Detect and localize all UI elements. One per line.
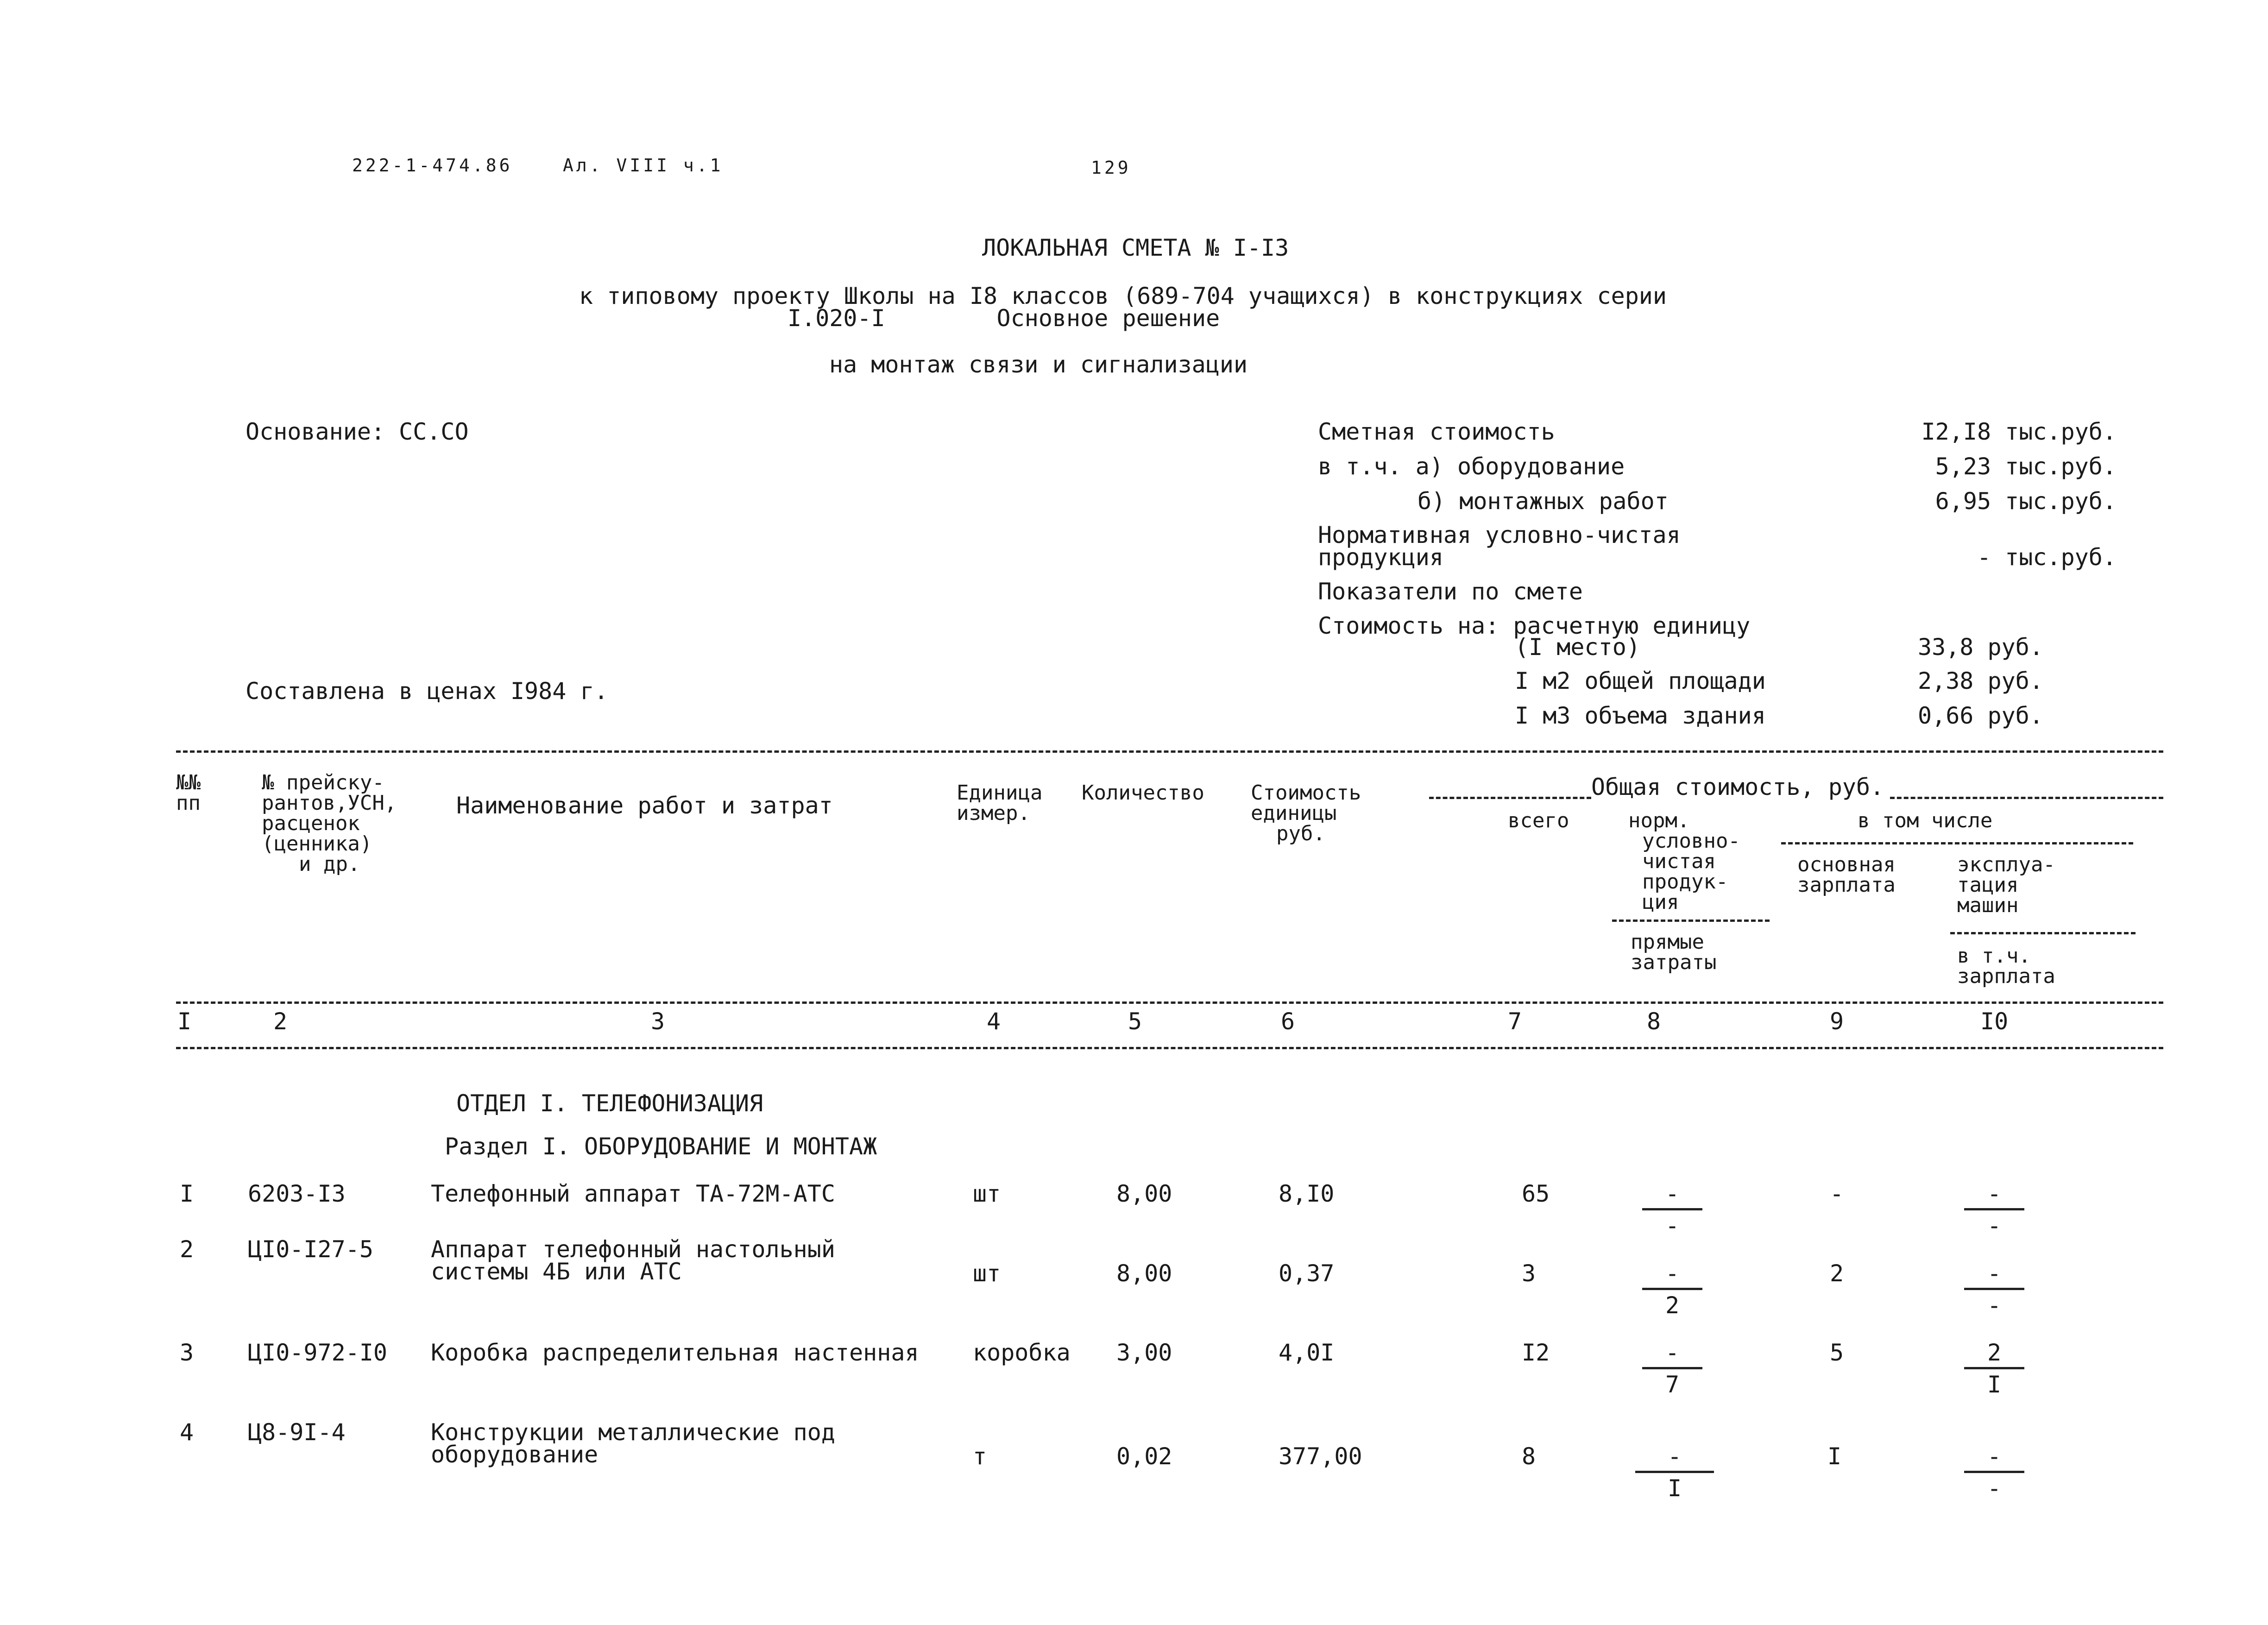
row-number: 4 (180, 1419, 194, 1446)
document-title: ЛОКАЛЬНАЯ СМЕТА № I-I3 (982, 234, 1289, 261)
total-group-rule-left (1429, 797, 1591, 799)
album-reference: Ал. VIII ч.1 (563, 155, 724, 176)
row-name: Телефонный аппарат ТА-72М-АТС (431, 1180, 835, 1207)
total-cost-group-header: Общая стоимость, руб. (1591, 774, 1884, 800)
c10-split-rule (1950, 932, 2136, 934)
row-number: I (180, 1180, 194, 1207)
col-number: I0 (1980, 1008, 2009, 1035)
row-code: ЦI0-972-I0 (248, 1339, 388, 1366)
row-number: 2 (180, 1236, 194, 1263)
row-name: Аппарат телефонный настольный (431, 1236, 835, 1263)
col-2-header: № прейску- рантов,УСН, расценок (ценника) и др. (262, 771, 397, 876)
summary-cost-value: I2,I8 тыс.руб. (1921, 418, 2117, 445)
col-5-header: Количество (1082, 781, 1204, 805)
col-number: 3 (651, 1008, 665, 1035)
summary-equipment-value: 5,23 тыс.руб. (1935, 453, 2117, 480)
row-unit: т (973, 1443, 987, 1470)
summary-equipment-label: в т.ч. а) оборудование (1318, 453, 1625, 480)
row-quantity: 3,00 (1116, 1339, 1172, 1366)
row-quantity: 0,02 (1116, 1443, 1172, 1470)
col-number: 9 (1830, 1008, 1844, 1035)
row-unit-price: 4,0I (1279, 1339, 1335, 1366)
summary-volume-value: 0,66 руб. (1918, 702, 2043, 729)
summary-norm-label: Нормативная условно-чистая (1318, 522, 1681, 548)
row-wages: - (1830, 1180, 1844, 1207)
row-total: 65 (1522, 1180, 1550, 1207)
col-3-header: Наименование работ и затрат (456, 792, 833, 819)
summary-unit-label-2: (I место) (1515, 634, 1640, 661)
summary-unit-value: 33,8 руб. (1918, 634, 2043, 661)
section-heading: Раздел I. ОБОРУДОВАНИЕ И МОНТАЖ (445, 1133, 877, 1160)
row-wages: I (1827, 1443, 1842, 1470)
row-code: Ц8-9I-4 (248, 1419, 346, 1446)
summary-norm-label-2: продукция (1318, 544, 1443, 571)
col-number: 4 (987, 1008, 1001, 1035)
table-top-rule (176, 750, 2163, 753)
summary-installation-value: 6,95 тыс.руб. (1935, 488, 2117, 515)
summary-volume-label: I м3 объема здания (1515, 702, 1766, 729)
row-norm-direct: - - (1642, 1181, 1702, 1238)
page-number: 129 (1091, 157, 1131, 178)
column-numbers-rule (176, 1047, 2163, 1049)
col-10-header: эксплуа- тация машин (1957, 853, 2055, 917)
summary-area-value: 2,38 руб. (1918, 668, 2043, 694)
row-unit-price: 377,00 (1279, 1443, 1362, 1470)
col-number: I (177, 1008, 192, 1035)
row-name-cont: оборудование (431, 1441, 598, 1468)
col-8-sub-header: прямые затраты (1631, 930, 1717, 974)
row-unit: шт (973, 1180, 1001, 1207)
col-4-header: Единица измер. (957, 781, 1043, 825)
row-wages: 2 (1830, 1260, 1844, 1287)
col-number: 5 (1128, 1008, 1142, 1035)
row-number: 3 (180, 1339, 194, 1366)
row-unit: коробка (973, 1339, 1071, 1366)
summary-area-label: I м2 общей площади (1515, 668, 1766, 694)
row-machines: 2 I (1964, 1340, 2024, 1397)
prices-year: Составлена в ценах I984 г. (246, 678, 608, 705)
c8-split-rule (1612, 920, 1770, 922)
total-group-rule-right (1890, 797, 2163, 799)
row-unit: шт (973, 1260, 1001, 1287)
row-code: 6203-I3 (248, 1180, 346, 1207)
row-total: I2 (1522, 1339, 1550, 1366)
including-header: в том числе (1858, 809, 1993, 832)
col-number: 2 (273, 1008, 288, 1035)
summary-unit-label: Стоимость на: расчетную единицу (1318, 612, 1751, 639)
row-unit-price: 8,I0 (1279, 1180, 1335, 1207)
col-6-header: Стоимость единицы руб. (1251, 781, 1361, 845)
row-name: Коробка распределительная настенная (431, 1339, 919, 1366)
row-total: 8 (1522, 1443, 1536, 1470)
row-total: 3 (1522, 1260, 1536, 1287)
project-description: к типовому проекту Школы на I8 классов (689-704 учащихся) в конструкциях серии (579, 283, 1667, 309)
row-machines: - - (1964, 1261, 2024, 1318)
department-heading: ОТДЕЛ I. ТЕЛЕФОНИЗАЦИЯ (456, 1090, 763, 1117)
row-quantity: 8,00 (1116, 1180, 1172, 1207)
incl-rule (1781, 842, 2133, 844)
row-name-cont: системы 4Б или АТС (431, 1258, 682, 1285)
col-10-sub-header: в т.ч. зарплата (1957, 944, 2055, 988)
col-number: 7 (1508, 1008, 1522, 1035)
summary-norm-value: - тыс.руб. (1977, 544, 2117, 571)
row-quantity: 8,00 (1116, 1260, 1172, 1287)
work-scope: на монтаж связи и сигнализации (829, 351, 1248, 378)
summary-indicators-label: Показатели по смете (1318, 578, 1583, 605)
col-7-header: всего (1508, 809, 1569, 832)
summary-cost-label: Сметная стоимость (1318, 418, 1555, 445)
project-series: I.020-I Основное решение (788, 305, 1220, 332)
row-norm-direct: - 7 (1642, 1340, 1702, 1397)
col-number: 8 (1647, 1008, 1661, 1035)
col-9-header: основная зарплата (1797, 853, 1896, 897)
col-1-header: №№ пп (176, 771, 201, 815)
document-code: 222-1-474.86 (352, 155, 513, 176)
row-unit-price: 0,37 (1279, 1260, 1335, 1287)
row-machines: - - (1964, 1181, 2024, 1238)
row-name: Конструкции металлические под (431, 1419, 835, 1446)
basis-text: Основание: СС.СО (246, 418, 469, 445)
row-machines: - - (1964, 1444, 2024, 1501)
row-norm-direct: - I (1635, 1444, 1714, 1501)
summary-installation-label: б) монтажных работ (1418, 488, 1669, 515)
row-wages: 5 (1830, 1339, 1844, 1366)
row-norm-direct: - 2 (1642, 1261, 1702, 1318)
header-bottom-rule (176, 1001, 2163, 1004)
col-8-header: норм. условно- чистая продук- ция (1628, 809, 1740, 914)
row-code: ЦI0-I27-5 (248, 1236, 373, 1263)
col-number: 6 (1281, 1008, 1295, 1035)
